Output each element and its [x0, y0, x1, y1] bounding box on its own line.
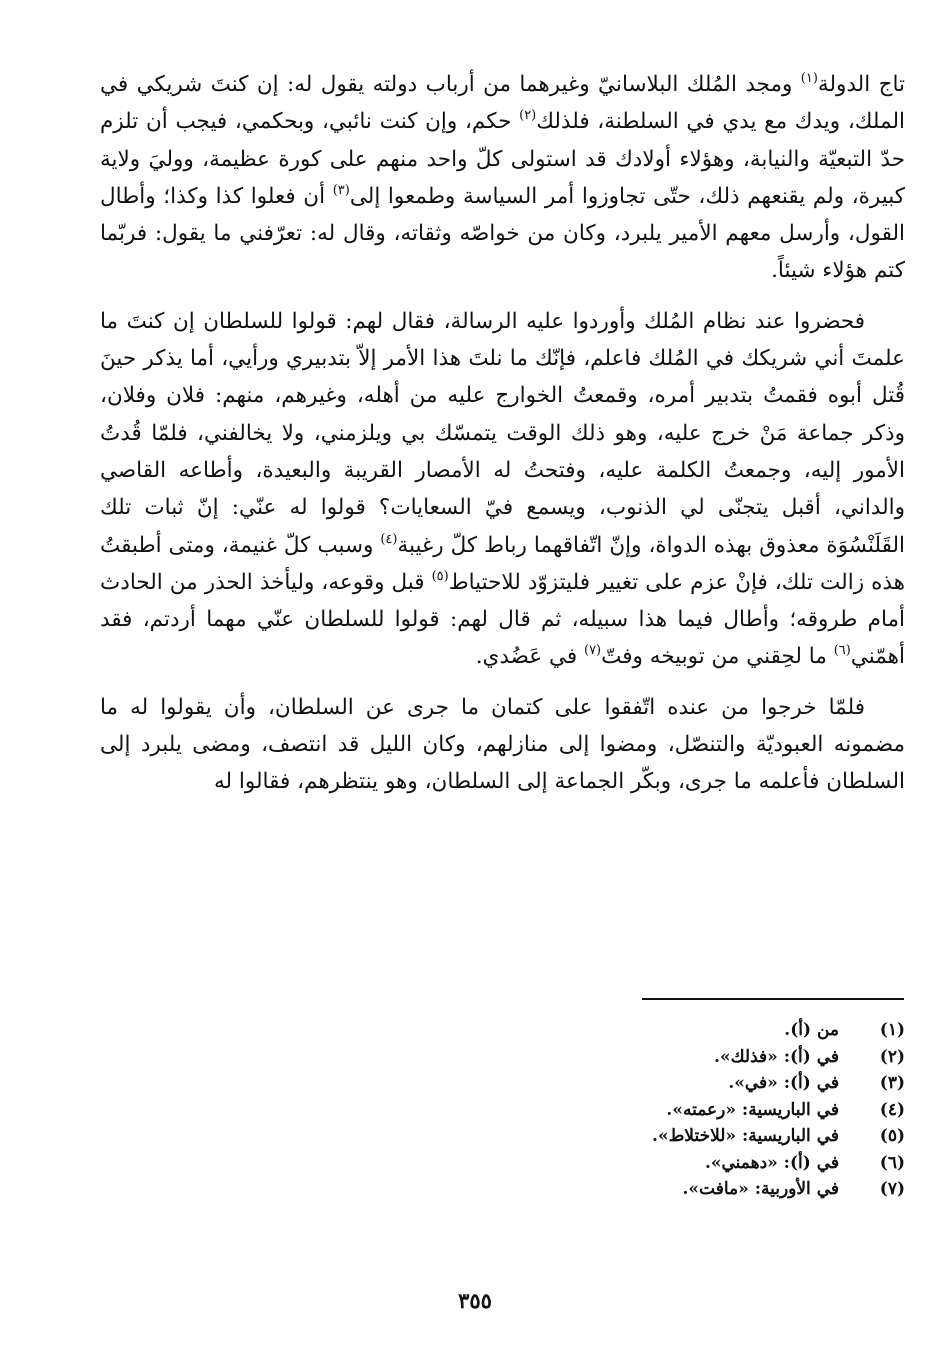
footnote-text: في الأوربية: «مافت».: [682, 1179, 839, 1199]
footnote: [345, 1017, 905, 1044]
footnote-number: (٤): [879, 1099, 905, 1120]
footnote-number: (٧): [879, 1179, 905, 1199]
text-run: ومجد المُلك البلاسانيّ وغيرهما من أرباب دولته يقول له: إن كنتَ شريكي في الملك، ويدك مع يدي في السلطنة، فلذلك: [100, 72, 905, 135]
text-run: تاج الدولة: [817, 72, 905, 97]
footnote: [345, 1097, 905, 1124]
footnote-text: في الباريسية: «رعمته».: [666, 1099, 839, 1120]
footnote-ref: (٦): [833, 643, 851, 659]
footnote-text: في (أ): «دهمني».: [704, 1152, 839, 1173]
footnote-text: في الباريسية: «للاختلاط».: [652, 1126, 839, 1146]
text-run: أن فعلوا كذا وكذا؛ وأطال القول، وأرسل معهم الأمير يلبرد، وكان من خواصّه وثقاته، وقال له: تعرّفني ما يقول: فربّما كتم هؤلاء شيئاً.: [100, 183, 905, 284]
footnote-number: (١): [879, 1020, 905, 1040]
footnote: [345, 1123, 905, 1150]
footnote-ref: (٥): [431, 568, 449, 584]
text-run: في عَضُدي.: [475, 644, 584, 670]
text-run: فلمّا خرجوا من عنده اتّفقوا على كتمان ما جرى عن السلطان، وأن يقولوا له ما مضمونه العبوديّة والتنصّل، ومضوا إلى منازلهم، وكان الليل قد انتصف، ومضى يلبرد إلى السلطان فأعلمه ما جرى، وبكّر الجماعة إلى السلطان، وهو ينتظرهم، فقالوا له: [100, 694, 905, 795]
footnote: [345, 1150, 905, 1177]
footnote-ref: (٤): [380, 531, 398, 547]
page-number: ٣٥٥: [458, 1288, 492, 1313]
footnote-ref: (١): [800, 71, 818, 86]
text-run: فحضروا عند نظام المُلك وأوردوا عليه الرسالة، فقال لهم: قولوا للسلطان إن كنتَ ما علمتَ أني شريكك في المُلك فاعلم، فإنّك ما نلتَ هذا الأمر إلاّ بتدبيري ورأيي، أما يذكر حينَ قُتل أبوه فقمتُ بتدبير أمره، وقمعتُ الخوارج عليه من أهله، وغيرهم، منهم: فلان وفلان، وذكر جماعة مَنْ خرج عليه، وهو ذلك الوقت يتمسّك بي ويلزمني، ولا يخالفني، فلمّا قُدتُ الأمور إليه، وجمعتُ الكلمة عليه، وفتحتُ له الأمصار القريبة والبعيدة، وأطاعه القاصي والداني، أقبل يتجنّى لي الذنوب، ويسمع فيّ السعايات؟ قولوا له عنّي: إنّ ثبات تلك القَلَنْسُوَة معذوق بهذه الدواة، وإنّ اتّفاقهما رباط كلّ رغيبة: [100, 308, 905, 558]
footnotes-list: [345, 1017, 905, 1203]
footnote-number: (٢): [879, 1046, 905, 1067]
footnote: [345, 1070, 905, 1097]
footnote-number: (٣): [879, 1073, 905, 1093]
footnote-number: (٥): [879, 1126, 905, 1146]
text-run: ما لحِقني من توبيخه وفتّ: [601, 644, 834, 670]
footnote-ref: (٢): [519, 108, 537, 124]
footnote-divider: [642, 998, 904, 1000]
main-text: [100, 66, 905, 801]
footnote-number: (٦): [879, 1152, 905, 1173]
footnote-text: في (أ): «فذلك».: [714, 1046, 839, 1067]
footnote-ref: (٣): [332, 182, 350, 198]
paragraph-2: [100, 303, 905, 676]
footnote-ref: (٧): [583, 643, 602, 659]
paragraph-1: [100, 66, 905, 290]
paragraph-3: [100, 689, 905, 801]
text-run: حكم، وإن كنت نائبي، وبحكمي، فيجب أن تلزم حدّ التبعيّة والنيابة، وهؤلاء أولادك قد استولى كلّ واحد منهم على كورة عظيمة، ووليَ ولاية كبيرة، ولم يقنعهم ذلك، حتّى تجاوزوا أمر السياسة وطمعوا إلى: [100, 109, 905, 209]
footnote: [345, 1044, 905, 1071]
footnote-text: في (أ): «في».: [728, 1073, 839, 1093]
footnote-text: من (أ).: [784, 1020, 839, 1040]
text-run: وسبب كلّ غنيمة، ومتى أطبقتُ هذه زالت تلك، فإنْ عزم على تغيير فليتزوّد للاحتياط: [100, 532, 905, 595]
text-run: قبل وقوعه، وليأخذ الحذر من الحادث أمام طروقه؛ وأطال فيما هذا سبيله، ثم قال لهم: قولوا للسلطان عنّي مهما أردتم، فقد أهمّني: [100, 569, 905, 670]
footnote: [345, 1176, 905, 1203]
